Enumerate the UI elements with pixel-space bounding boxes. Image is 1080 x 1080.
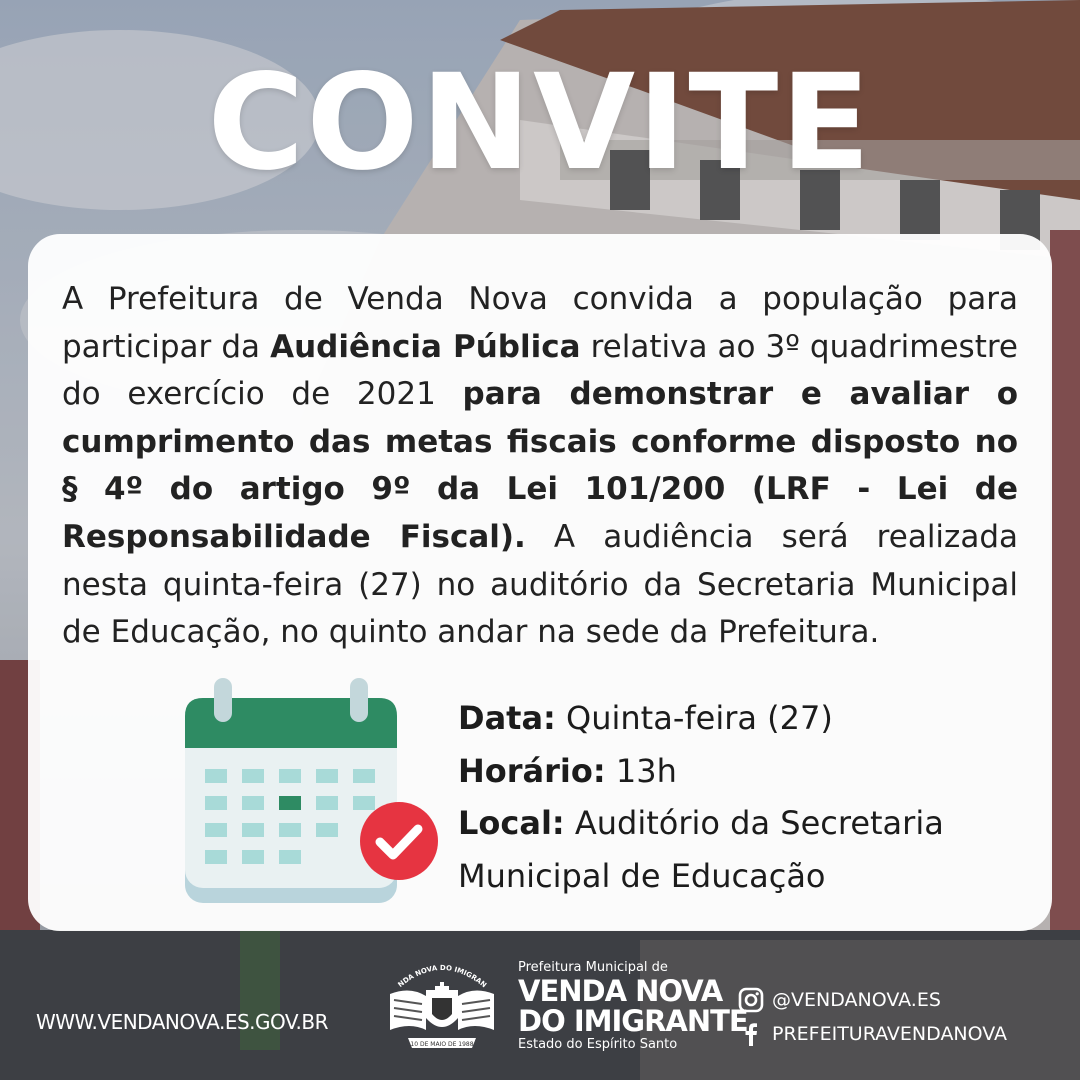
facebook-handle: PREFEITURAVENDANOVA bbox=[772, 1023, 1008, 1045]
brand-block bbox=[518, 960, 748, 1054]
place-value-2: Municipal de Educação bbox=[458, 856, 826, 895]
page-title: CONVITE bbox=[207, 46, 873, 200]
website-link[interactable]: WWW.VENDANOVA.ES.GOV.BR bbox=[36, 1010, 328, 1034]
social-links bbox=[738, 983, 1007, 1051]
time-row bbox=[458, 745, 1038, 798]
crest-bottom-text: 10 DE MAIO DE 1988 bbox=[410, 1041, 474, 1048]
check-icon bbox=[358, 800, 440, 882]
text-bold-1: Audiência Pública bbox=[270, 328, 581, 365]
date-row bbox=[458, 692, 1038, 745]
time-value: 13h bbox=[605, 751, 677, 790]
place-label: Local: bbox=[458, 804, 565, 842]
time-label: Horário: bbox=[458, 751, 606, 790]
crest-top-text: NDA NOVA DO IMIGRAN bbox=[396, 963, 488, 990]
instagram-icon bbox=[738, 987, 764, 1013]
text-part-1: A Prefeitura de Venda Nova convida a população para participar da bbox=[62, 281, 1018, 365]
facebook-link[interactable] bbox=[738, 1017, 1007, 1051]
place-value: Auditório da Secretaria bbox=[564, 804, 944, 842]
instagram-handle: @VENDANOVA.ES bbox=[772, 989, 941, 1011]
event-details bbox=[458, 692, 1038, 902]
text-bold-2: para demonstrar e avaliar o cumprimento das metas fiscais conforme disposto no § 4º do artigo 9º da Lei 101/200 (LRF - Lei de Responsabilidade Fiscal). bbox=[62, 376, 1018, 555]
facebook-icon bbox=[738, 1021, 764, 1047]
instagram-link[interactable] bbox=[738, 983, 1007, 1017]
text-part-2: relativa ao 3º quadrimestre do exercício de 2021 bbox=[62, 328, 1018, 413]
brand-line-2: DO IMIGRANTE bbox=[518, 1004, 748, 1038]
brand-line-1: VENDA NOVA bbox=[518, 974, 723, 1008]
place-row bbox=[458, 797, 1038, 850]
municipal-crest bbox=[380, 956, 504, 1056]
invitation-text bbox=[62, 276, 1018, 657]
date-label: Data: bbox=[458, 699, 556, 737]
invitation-card bbox=[28, 234, 1052, 931]
brand-state: Estado do Espírito Santo bbox=[518, 1037, 678, 1052]
brand-subtitle: Prefeitura Municipal de bbox=[518, 960, 668, 975]
text-part-3: A audiência será realizada nesta quinta-feira (27) no auditório da Secretaria Municipal de Educação, no quinto andar na sede da Prefeitura. bbox=[62, 518, 1018, 651]
date-value: Quinta-feira (27) bbox=[555, 699, 833, 737]
place-row-2 bbox=[458, 850, 1038, 903]
svg-text:VENDA NOVA DO IMIGRANTE bbox=[380, 956, 488, 989]
